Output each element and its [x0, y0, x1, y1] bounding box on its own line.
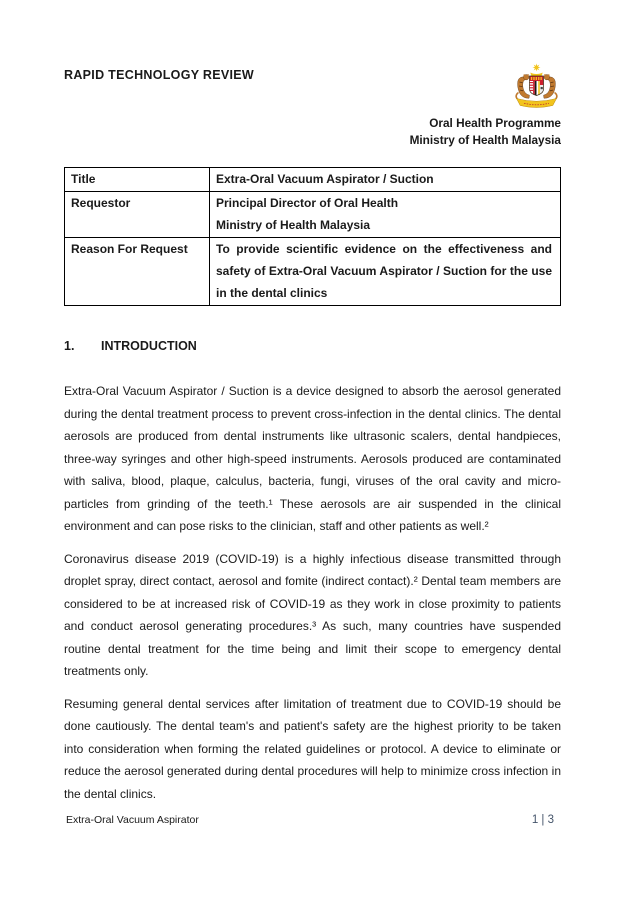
row-value-requestor — [210, 192, 561, 238]
paragraph-introduction-3: Resuming general dental services after limitation of treatment due to COVID-19 should be done cautiously. The dental team's and patient's safety are the highest priority to be taken into consideration when forming the related guidelines or protocol. A device to eliminate or reduce the aerosol generated during dental procedures will help to minimize cross infection in the dental clinics. — [64, 696, 561, 801]
row-value-title — [210, 168, 561, 192]
section-title: INTRODUCTION — [101, 339, 197, 353]
row-value-line: Extra-Oral Vacuum Aspirator / Suction — [216, 172, 434, 186]
section-number: 1. — [64, 339, 75, 353]
row-value-reason — [210, 238, 561, 306]
row-label-reason: Reason For Request — [65, 238, 210, 306]
document-header-title: RAPID TECHNOLOGY REVIEW — [64, 68, 255, 82]
request-info-table — [64, 167, 561, 306]
page-header — [64, 64, 561, 112]
row-label-requestor: Requestor — [65, 192, 210, 238]
paragraph-introduction-2: Coronavirus disease 2019 (COVID-19) is a highly infectious disease transmitted through droplet spray, direct contact, aerosol and fomite (indirect contact).² Dental team members are considered to be at increased risk of COVID-19 as they work in close proximity to patients and conduct aerosol generating procedures.³ As such, many countries have suspended routine dental treatment for the time being and limit their scope to emergency dental treatments only. — [64, 551, 561, 678]
banner-ribbon — [517, 99, 557, 108]
table-row-reason — [65, 238, 561, 306]
malaysia-coat-of-arms-icon — [508, 62, 565, 110]
star-icon — [533, 64, 541, 72]
organization-block — [64, 115, 561, 149]
tiger-supporter-icon — [516, 74, 529, 99]
row-value-line: Principal Director of Oral Health — [216, 196, 399, 210]
row-value-line: Ministry of Health Malaysia — [216, 218, 371, 232]
table-row-title — [65, 168, 561, 192]
page-footer — [66, 814, 554, 826]
paragraph-introduction-1: Extra-Oral Vacuum Aspirator / Suction is a device designed to absorb the aerosol generated during the dental treatment process to prevent cross-infection in the dental clinics. The dental aerosols are produced from dental instruments like ultrasonic scalers, dental handpieces, three-way syringes and other high-speed instruments. Aerosols produced are contaminated with saliva, blood, plaque, calculus, bacteria, fungi, viruses of the oral cavity and micro-particles from grinding of the teeth.¹ These aerosols are air suspended in the clinical environment and can pose risks to the clinician, staff and other patients as well.² — [64, 384, 561, 533]
footer-document-title: Extra-Oral Vacuum Aspirator — [66, 814, 199, 826]
footer-page-number: 1 | 3 — [531, 814, 554, 826]
section-heading — [64, 338, 561, 354]
row-value-line: To provide scientific evidence on the effectiveness and safety of Extra-Oral Vacuum Aspirator / Suction for the use in the dental clinics — [216, 242, 552, 300]
table-row-requestor — [65, 192, 561, 238]
organization-name-line1: Oral Health Programme — [429, 116, 561, 130]
row-label-title: Title — [65, 168, 210, 192]
organization-name-line2: Ministry of Health Malaysia — [409, 133, 561, 147]
